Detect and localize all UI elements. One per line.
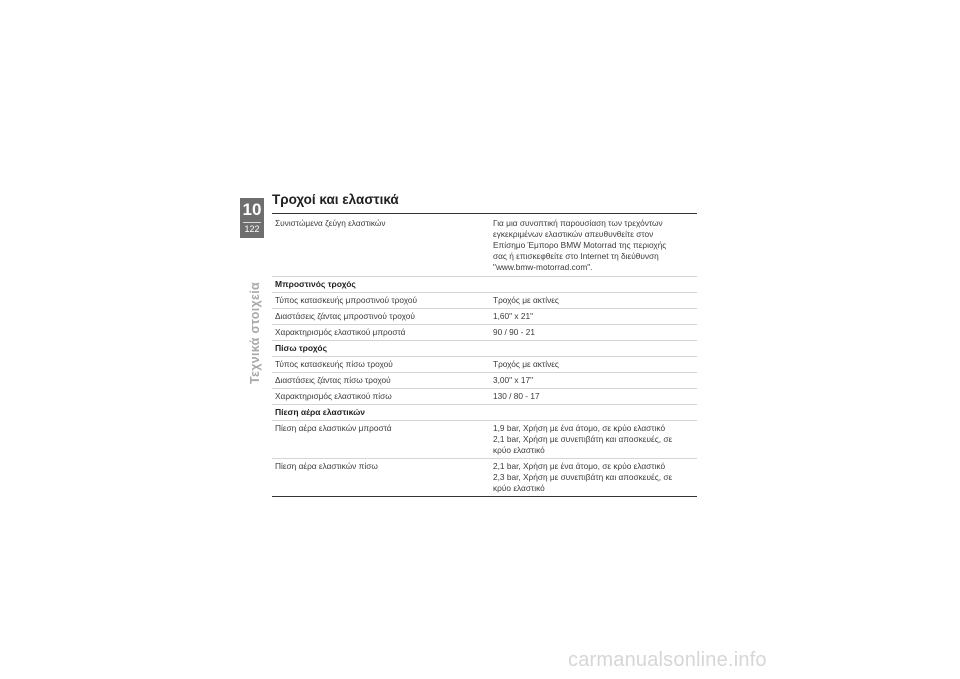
row-value-line: 1,9 bar, Χρήση με ένα άτομο, σε κρύο ελαστικό <box>493 423 666 433</box>
section-header-label: Πίσω τροχός <box>275 343 327 353</box>
row-value <box>493 218 697 273</box>
table-row <box>272 324 697 340</box>
watermark: carmanualsonline.info <box>568 649 767 671</box>
table-row <box>272 372 697 388</box>
table-section-header <box>272 276 697 292</box>
row-value-line: 2,3 bar, Χρήση με συνεπιβάτη και αποσκευές, σε <box>493 472 673 482</box>
chapter-number: 10 <box>242 200 262 219</box>
table-row <box>272 458 697 496</box>
row-label: Συνιστώμενα ζεύγη ελαστικών <box>275 218 386 228</box>
row-value <box>493 295 697 306</box>
row-value <box>493 327 697 338</box>
row-label: Χαρακτηρισμός ελαστικού μπροστά <box>275 327 406 337</box>
table-section-header <box>272 340 697 356</box>
section-header-label: Πίεση αέρα ελαστικών <box>275 407 366 417</box>
table-section-header <box>272 404 697 420</box>
row-label: Πίεση αέρα ελαστικών πίσω <box>275 461 378 471</box>
row-value <box>493 391 697 402</box>
chapter-badge <box>240 198 264 238</box>
row-value-line: Για μια συνοπτική παρουσίαση των τρεχόντων <box>493 218 663 228</box>
row-value-line: κρύο ελαστικό <box>493 445 545 455</box>
table-row <box>272 308 697 324</box>
page-number: 122 <box>244 224 260 234</box>
row-value <box>493 461 697 494</box>
row-value <box>493 311 697 322</box>
row-label: Διαστάσεις ζάντας μπροστινού τροχού <box>275 311 415 321</box>
spec-table <box>272 213 697 497</box>
row-label: Τύπος κατασκευής πίσω τροχού <box>275 359 393 369</box>
table-row <box>272 388 697 404</box>
row-value-line: 3,00" x 17" <box>493 375 534 385</box>
table-row <box>272 420 697 458</box>
row-value <box>493 375 697 386</box>
row-value <box>493 423 697 456</box>
row-value-line: εγκεκριμένων ελαστικών απευθυνθείτε στον <box>493 229 654 239</box>
row-value-line: Τροχός με ακτίνες <box>493 359 559 369</box>
section-title: Τροχοί και ελαστικά <box>272 192 399 207</box>
row-value-line: σας ή επισκεφθείτε στο Internet τη διεύθυνση <box>493 251 659 261</box>
row-value-line: "www.bmw-motorrad.com". <box>493 262 593 272</box>
row-label: Χαρακτηρισμός ελαστικού πίσω <box>275 391 392 401</box>
table-row <box>272 292 697 308</box>
row-value-line: κρύο ελαστικό <box>493 483 545 493</box>
table-row <box>272 356 697 372</box>
chapter-side-title: Τεχνικά στοιχεία <box>248 282 262 384</box>
row-value-line: 2,1 bar, Χρήση με συνεπιβάτη και αποσκευές, σε <box>493 434 673 444</box>
row-value-line: 1,60" x 21" <box>493 311 534 321</box>
row-label: Πίεση αέρα ελαστικών μπροστά <box>275 423 392 433</box>
row-value-line: 90 / 90 - 21 <box>493 327 535 337</box>
row-label: Τύπος κατασκευής μπροστινού τροχού <box>275 295 417 305</box>
row-value-line: Τροχός με ακτίνες <box>493 295 559 305</box>
row-value-line: 2,1 bar, Χρήση με ένα άτομο, σε κρύο ελαστικό <box>493 461 666 471</box>
section-header-label: Μπροστινός τροχός <box>275 279 356 289</box>
row-value <box>493 359 697 370</box>
row-value-line: 130 / 80 - 17 <box>493 391 540 401</box>
row-value-line: Επίσημο Έμπορο BMW Motorrad της περιοχής <box>493 240 667 250</box>
row-label: Διαστάσεις ζάντας πίσω τροχού <box>275 375 391 385</box>
table-row <box>272 214 697 276</box>
